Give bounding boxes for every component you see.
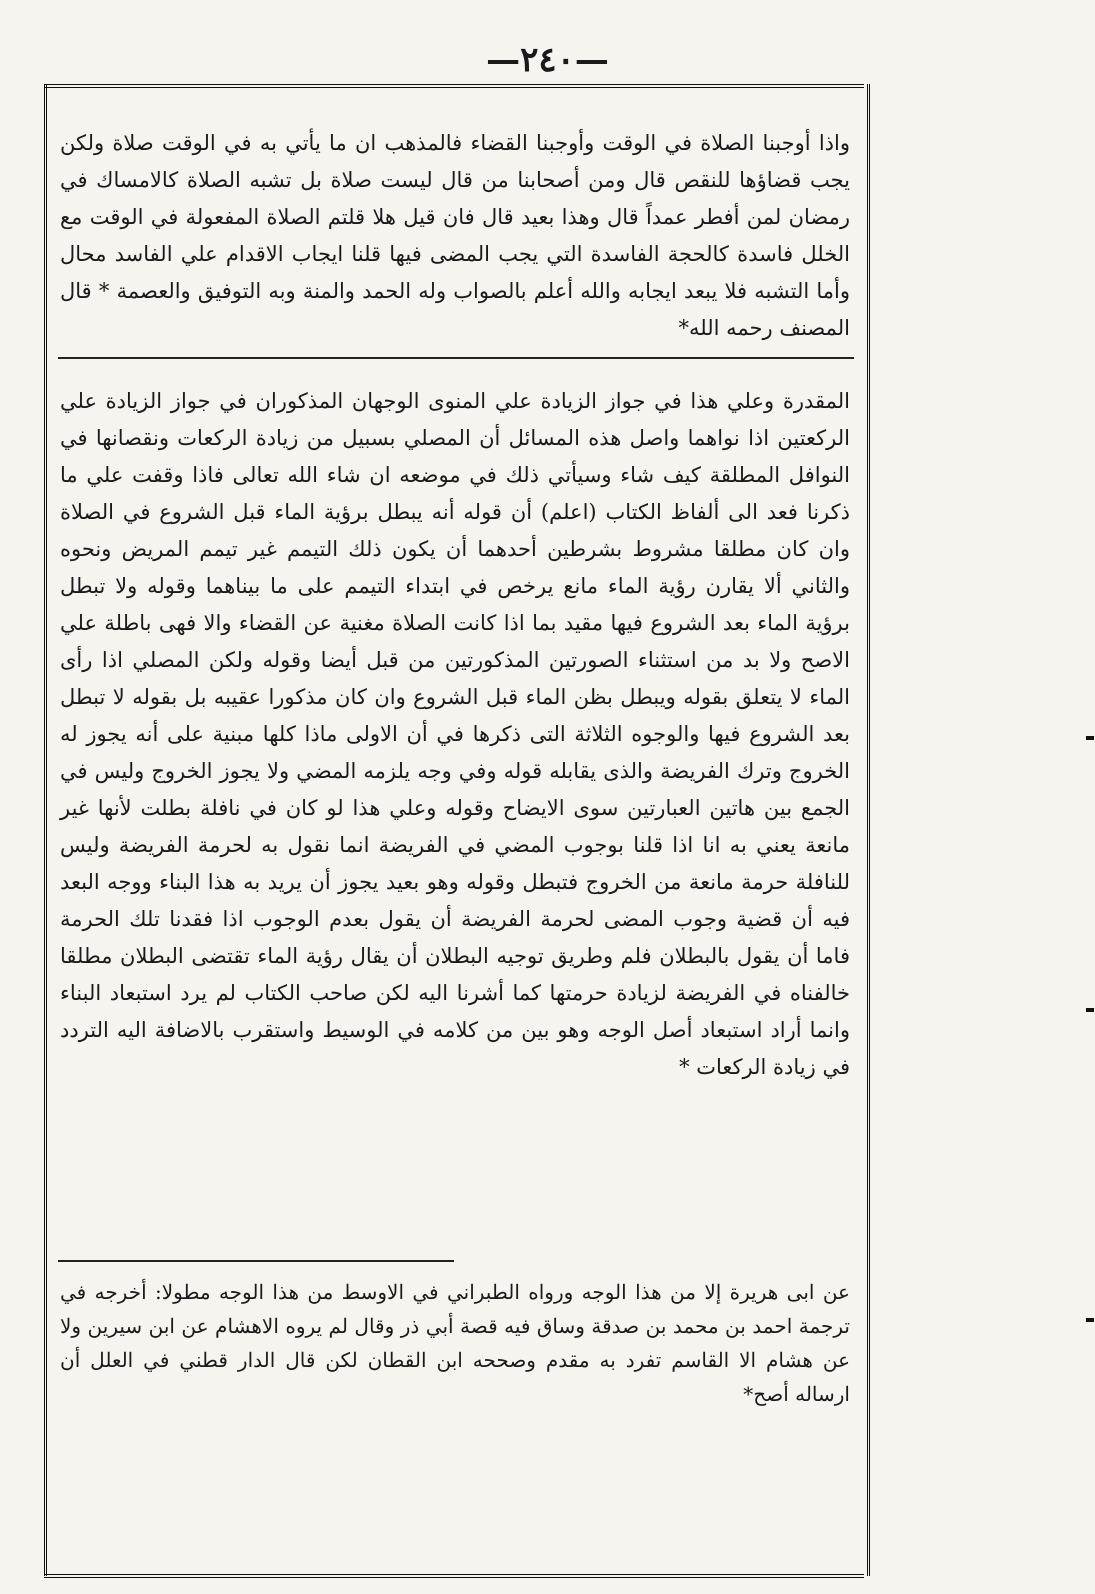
frame-right-border: [862, 84, 870, 1576]
margin-mark: [1086, 736, 1094, 740]
main-text: المقدرة وعلي هذا في جواز الزيادة علي المنوى الوجهان المذكوران في جواز الزيادة علي الركعتين اذا نواهما واصل هذه المسائل أن المصلي بسبيل من زيادة الركعات ونقصانها في النوافل المطلقة كيف شاء وسيأتي ذلك في موضعه ان شاء الله تعالى فاذا وقفت علي ما ذكرنا فعد الى ألفاظ الكتاب (اعلم) أن قوله أنه يبطل برؤية الماء قبل الشروع في الصلاة وان كان مطلقا مشروط بشرطين أحدهما أن يكون ذلك التيمم غير تيمم المريض ونحوه والثاني ألا يقارن رؤية الماء مانع يرخص في ابتداء التيمم على ما بيناهما وقوله ولا تبطل برؤية الماء بعد الشروع فيها مقيد بما اذا كانت الصلاة مغنية عن القضاء والا فهى باطلة علي الاصح ولا بد من استثناء الصورتين المذكورتين من قبل أيضا وقوله ولكن المصلي اذا رأى الماء لا يتعلق بقوله ويبطل بظن الماء قبل الشروع وان كان مذكورا عقيبه بل بقوله لا تبطل بعد الشروع فيها والوجوه الثلاثة التى ذكرها في أن الاولى ماذا كلها مبنية على أنه يجوز له الخروج وترك الفريضة والذى يقابله قوله وفي وجه يلزمه المضي ولا يجوز الخروج وليس في الجمع بين هاتين العبارتين سوى الايضاح وقوله وعلي هذا لو كان في نافلة بطلت لأنها غير مانعة يعني به انا اذا قلنا بوجوب المضي في الفريضة انما نقول به لحرمة الفريضة وليس للنافلة حرمة مانعة من الخروج فتبطل وقوله وهو بعيد يجوز أن يريد به هذا البناء ووجه البعد فيه أن قضية وجوب المضى لحرمة الفريضة أن يقول بعدم الوجوب اذا فقدنا تلك الحرمة فاما أن يقول بالبطلان فلم وطريق توجيه البطلان أن يقال رؤية الماء تقتضى البطلان مطلقا خالفناه في الفريضة لزيادة حرمتها كما أشرنا اليه لكن صاحب الكتاب لم يرد استبعاد البناء وانما أراد استبعاد أصل الوجه وهو بين من كلامه في الوسيط واستقرب بالاضافة اليه التردد في زيادة الركعات *: [60, 389, 850, 1079]
page-number: —٢٤٠—: [486, 40, 609, 80]
frame-left-border: [44, 84, 52, 1576]
main-text-section: [60, 383, 850, 1086]
commentary-section: [60, 125, 850, 347]
commentary-text: واذا أوجبنا الصلاة في الوقت وأوجبنا القضاء فالمذهب ان ما يأتي به في الوقت صلاة ولكن يجب قضاؤها للنقص قال ومن أصحابنا من قال ليست صلاة بل تشبه الصلاة كالامساك في رمضان لمن أفطر عمداً قال وهذا بعيد قال فان قيل هلا قلتم الصلاة المفعولة في الوقت مع الخلل فاسدة كالحجة الفاسدة التي يجب المضى فيها قلنا ايجاب الاقدام علي الفاسد محال وأما التشبه فلا يبعد ايجابه والله أعلم بالصواب وله الحمد والمنة وبه التوفيق والعصمة * قال المصنف رحمه الله*: [60, 131, 850, 340]
section-divider: [58, 357, 854, 359]
footnote-section: [60, 1275, 850, 1411]
footnote-text: عن ابى هريرة إلا من هذا الوجه ورواه الطبراني في الاوسط من هذا الوجه مطولا: أخرجه في ترجمة احمد بن محمد بن صدقة وساق فيه قصة أبي ذر وقال لم يروه الاهشام عن ابن سيرين ولا عن هشام الا القاسم تفرد به مقدم وصححه ابن القطان لكن قال الدار قطني في العلل أن ارساله أصح*: [60, 1280, 850, 1406]
margin-mark: [1086, 1318, 1094, 1322]
footnote-divider: [58, 1260, 454, 1262]
margin-mark: [1086, 1008, 1094, 1012]
